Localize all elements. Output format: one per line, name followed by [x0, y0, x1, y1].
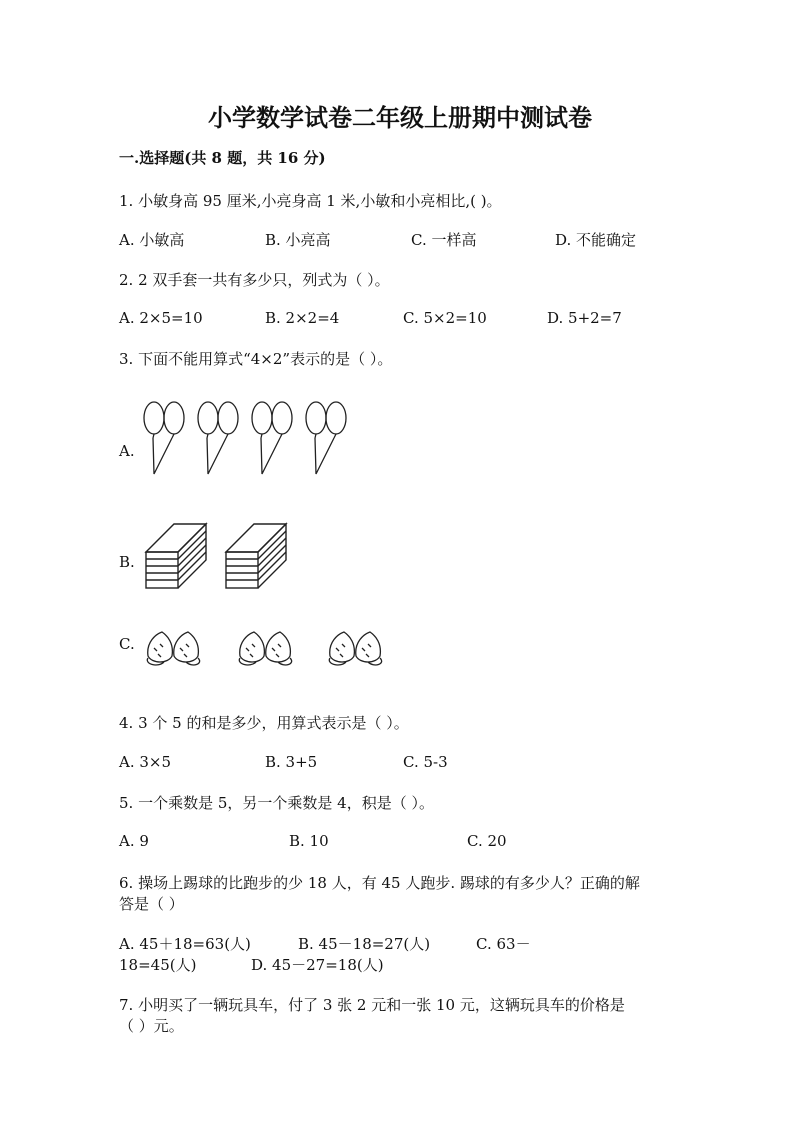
q6-option-c-cont: 18=45(人)	[119, 956, 197, 974]
q6-option-b: B. 45－18=27(人)	[298, 935, 431, 953]
q4-option-b: B. 3+5	[265, 753, 318, 771]
q3-option-c: C.	[119, 635, 135, 653]
question-6-line-1: 6. 操场上踢球的比跑步的少 18 人，有 45 人跑步. 踢球的有多少人？正确的解	[119, 874, 640, 892]
q6-option-a: A. 45＋18=63(人)	[119, 935, 251, 953]
peach-pairs-icon	[144, 628, 394, 674]
q1-option-a: A. 小敏高	[119, 231, 185, 249]
question-5: 5. 一个乘数是 5，另一个乘数是 4，积是（ ）。	[119, 794, 434, 812]
q3-option-a: A.	[119, 442, 135, 460]
page-title: 小学数学试卷二年级上册期中测试卷	[208, 103, 592, 132]
q1-option-c: C. 一样高	[411, 231, 477, 249]
q2-option-a: A. 2×5=10	[119, 309, 203, 327]
q5-option-b: B. 10	[289, 832, 329, 850]
q6-option-d: D. 45－27=18(人)	[251, 956, 384, 974]
section-heading: 一.选择题(共 8 题，共 16 分)	[119, 149, 326, 167]
question-2: 2. 2 双手套一共有多少只，列式为（ ）。	[119, 271, 390, 289]
q1-option-b: B. 小亮高	[265, 231, 331, 249]
q2-option-d: D. 5+2=7	[547, 309, 622, 327]
question-6-line-2: 答是（ ）	[119, 895, 184, 913]
question-4: 4. 3 个 5 的和是多少，用算式表示是（ ）。	[119, 714, 409, 732]
q4-option-a: A. 3×5	[119, 753, 172, 771]
book-stacks-icon	[144, 522, 294, 594]
q4-option-c: C. 5-3	[403, 753, 448, 771]
question-7-line-2: （ ）元。	[119, 1017, 184, 1035]
question-1: 1. 小敏身高 95 厘米,小亮身高 1 米,小敏和小亮相比,( )。	[119, 192, 502, 210]
q2-option-b: B. 2×2=4	[265, 309, 340, 327]
balloon-pairs-icon	[138, 398, 358, 482]
q5-option-c: C. 20	[467, 832, 507, 850]
q2-option-c: C. 5×2=10	[403, 309, 487, 327]
question-3: 3. 下面不能用算式“4×2”表示的是（ ）。	[119, 350, 393, 368]
q5-option-a: A. 9	[119, 832, 149, 850]
q6-option-c: C. 63－	[476, 935, 531, 953]
question-7-line-1: 7. 小明买了一辆玩具车，付了 3 张 2 元和一张 10 元，这辆玩具车的价格是	[119, 996, 625, 1014]
q3-option-b: B.	[119, 553, 135, 571]
q1-option-d: D. 不能确定	[555, 231, 637, 249]
